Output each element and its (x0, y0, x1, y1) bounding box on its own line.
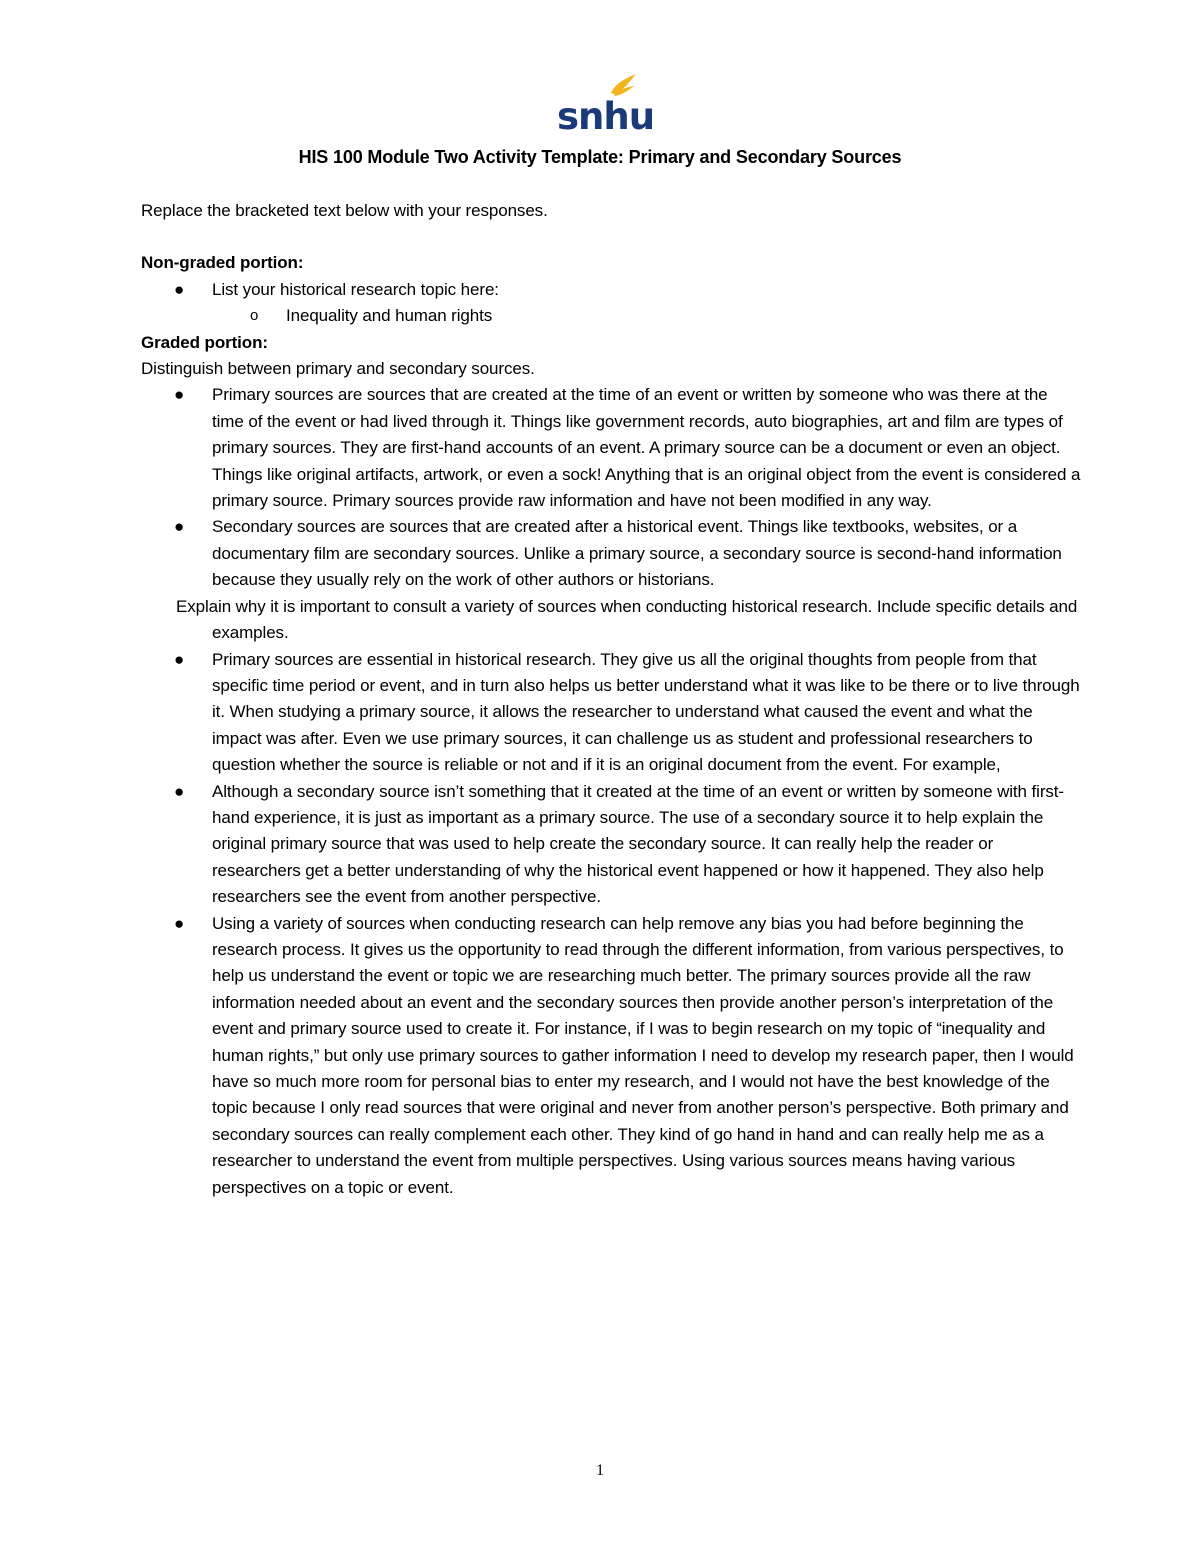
answer-secondary-sources: Secondary sources are sources that are created after a historical event. Things like textbooks, websites, or a documentary film are secondary sources. Unlike a primary source, a secondary source is second-hand information because they usually rely on the work of other authors or historians. (212, 517, 1062, 590)
list-item (141, 514, 1081, 593)
bullet-icon: ● (174, 913, 185, 933)
answer-primary-essential: Primary sources are essential in historical research. They give us all the original thoughts from people from that specific time period or event, and in turn also helps us better understand what it was like to be there or to live through it. When studying a primary source, it allows the researcher to understand what caused the event and what the impact was after. Even we use primary sources, it can challenge us as student and professional researchers to question whether the source is reliable or not and if it is an original document from the event. For example, (212, 649, 1080, 775)
blank-line (141, 224, 1081, 250)
snhu-logo (557, 74, 655, 138)
prompt-distinguish-sources: Distinguish between primary and secondary sources. (141, 359, 535, 379)
prompt-variety-of-sources: Explain why it is important to consult a variety of sources when conducting historical research. Include specific details and examples. (176, 596, 1078, 643)
sub-list-item (141, 303, 1081, 329)
document-body (141, 198, 1081, 1201)
instructions-text: Replace the bracketed text below with your responses. (141, 201, 548, 220)
bullet-icon: ● (174, 781, 185, 801)
list-item (141, 779, 1081, 911)
open-circle-bullet-icon: o (250, 307, 259, 325)
answers-variety-list (141, 647, 1081, 1202)
list-item (141, 911, 1081, 1201)
graded-heading: Graded portion: (141, 332, 268, 352)
answer-secondary-important: Although a secondary source isn’t something that it created at the time of an event or written by someone with first-hand experience, it is just as important as a primary source. The use of a secondary source it to help explain the original primary source that was used to help create the secondary source. It can really help the reader or researchers get a better understanding of why the historical event happened or how it happened. They also help researchers see the event from another perspective. (212, 781, 1064, 907)
bullet-icon: ● (174, 385, 185, 405)
logo-wordmark: snhu (557, 95, 655, 138)
topic-answer: Inequality and human rights (286, 306, 493, 326)
bullet-icon: ● (174, 649, 185, 669)
bullet-icon: ● (174, 517, 185, 537)
non-graded-list (141, 277, 1081, 330)
list-item (141, 382, 1081, 514)
answer-variety-bias: Using a variety of sources when conducting research can help remove any bias you had before beginning the research process. It gives us the opportunity to read through the different information, from various perspectives, to help us understand the event or topic we are researching much better. The primary sources provide all the raw information needed about an event and the secondary sources then provide another person’s interpretation of the event and primary source used to create it. For instance, if I was to begin research on my topic of “inequality and human rights,” but only use primary sources to gather information I need to develop my research paper, then I would have so much more room for personal bias to enter my research, and I would not have the best knowledge of the topic because I only read sources that were original and never from another person’s perspective. Both primary and secondary sources can really complement each other. They kind of go hand in hand and can really help me as a researcher to understand the event from multiple perspectives. Using various sources means having various perspectives on a topic or event. (212, 913, 1074, 1197)
flame-logo-icon (557, 74, 655, 138)
page-number: 1 (596, 1462, 604, 1479)
list-item (141, 647, 1081, 779)
bullet-icon: ● (174, 279, 185, 299)
answer-primary-sources: Primary sources are sources that are created at the time of an event or written by someone who was there at the time of the event or had lived through it. Things like government records, auto biographies, art and film are types of primary sources. They are first-hand accounts of an event. A primary source can be a document or even an object. Things like original artifacts, artwork, or even a sock! Anything that is an original object from the event is considered a primary source. Primary sources provide raw information and have not been modified in any way. (212, 385, 1081, 511)
list-item (141, 277, 1081, 303)
topic-prompt: List your historical research topic here: (212, 279, 499, 299)
non-graded-heading: Non-graded portion: (141, 253, 304, 273)
answers-distinguish-list (141, 382, 1081, 593)
document-title: HIS 100 Module Two Activity Template: Primary and Secondary Sources (298, 147, 902, 167)
